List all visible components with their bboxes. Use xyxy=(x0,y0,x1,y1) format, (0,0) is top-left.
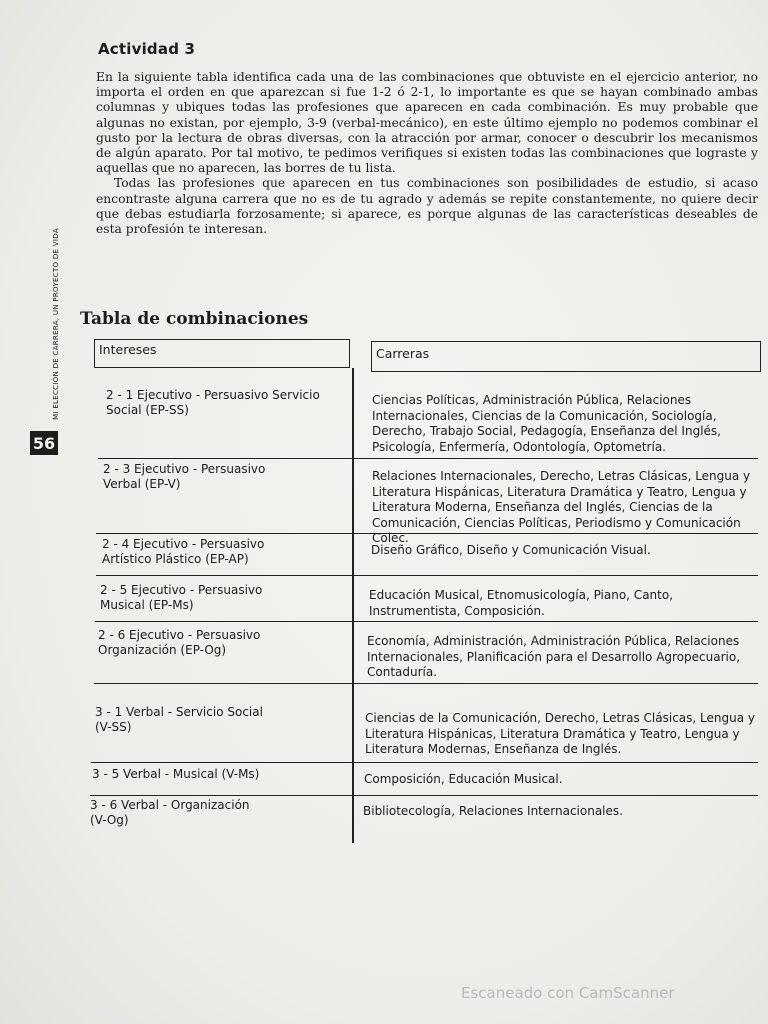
row-interest: 2 - 1 Ejecutivo - Persuasivo Servicio Social (EP-SS) xyxy=(106,388,320,417)
page-number: 56 xyxy=(30,431,58,455)
row-careers: Composición, Educación Musical. xyxy=(364,772,563,786)
side-running-title: MI ELECCIÓN DE CARRERA, UN PROYECTO DE VIDA xyxy=(52,228,60,420)
row-interest: 2 - 4 Ejecutivo - Persuasivo Artístico Plástico (EP-AP) xyxy=(102,537,265,566)
header-interests xyxy=(94,339,350,368)
camscanner-watermark: Escaneado con CamScanner xyxy=(461,984,675,1002)
row-interest: 3 - 5 Verbal - Musical (V-Ms) xyxy=(92,767,260,781)
header-interests-label: Intereses xyxy=(99,342,157,357)
row-careers: Ciencias Políticas, Administración Pública, Relaciones Internacionales, Ciencias de la Comunicación, Sociología, Derecho, Trabajo Social, Pedagogía, Enseñanza del Inglés, Psicología, Enfermería, Odontología, Optometría. xyxy=(372,393,721,454)
row-divider xyxy=(95,621,758,622)
activity-title: Actividad 3 xyxy=(98,40,196,58)
row-interest: 2 - 5 Ejecutivo - Persuasivo Musical (EP-Ms) xyxy=(100,583,263,612)
header-careers-label: Carreras xyxy=(376,346,430,361)
intro-paragraph-2: Todas las profesiones que aparecen en tus combinaciones son posibilidades de estudio, si acaso encontraste alguna carrera que no es de tu agrado y además se repite constantemente, no quiere decir que debas estudiarla forzosamente; si aparece, es porque algunas de las características deseables de esta profesión te interesan. xyxy=(96,176,758,237)
row-divider xyxy=(98,458,758,459)
row-interest: 2 - 6 Ejecutivo - Persuasivo Organización (EP-Og) xyxy=(98,628,261,657)
row-careers: Economía, Administración, Administración Pública, Relaciones Internacionales, Planificación para el Desarrollo Agropecuario, Contaduría. xyxy=(367,634,741,679)
column-divider xyxy=(352,368,354,843)
row-careers: Ciencias de la Comunicación, Derecho, Letras Clásicas, Lengua y Literatura Hispánicas, Literatura Dramática y Teatro, Lengua y Literatura Modernas, Enseñanza de Inglés. xyxy=(365,711,755,756)
row-divider xyxy=(96,575,758,576)
row-interest: 3 - 6 Verbal - Organización (V-Og) xyxy=(90,798,250,827)
intro-text xyxy=(96,70,758,237)
row-careers: Educación Musical, Etnomusicología, Piano, Canto, Instrumentista, Composición. xyxy=(369,588,674,618)
row-careers: Bibliotecología, Relaciones Internacionales. xyxy=(363,804,623,818)
row-divider xyxy=(94,683,758,684)
row-careers: Diseño Gráfico, Diseño y Comunicación Visual. xyxy=(371,543,651,557)
row-interest: 3 - 1 Verbal - Servicio Social (V-SS) xyxy=(95,705,263,734)
header-careers xyxy=(371,341,761,372)
row-interest: 2 - 3 Ejecutivo - Persuasivo Verbal (EP-V) xyxy=(103,462,266,491)
row-careers: Relaciones Internacionales, Derecho, Letras Clásicas, Lengua y Literatura Hispánicas, Literatura Dramática y Teatro, Lengua y Literatura Moderna, Enseñanza del Inglés, Ciencias de la Comunicación, Ciencias Políticas, Periodismo y Comunicación Colec. xyxy=(372,469,751,545)
intro-paragraph-1: En la siguiente tabla identifica cada una de las combinaciones que obtuviste en el ejercicio anterior, no importa el orden en que aparezcan si fue 1-2 ó 2-1, lo importante es que se hayan combinado ambas columnas y ubiques todas las profesiones que aparecen en cada combinación. Es muy probable que algunas no existan, por ejemplo, 3-9 (verbal-mecánico), en este último ejemplo no podemos combinar el gusto por la lectura de obras diversas, con la atracción por armar, conocer o descubrir los mecanismos de algún aparato. Por tal motivo, te pedimos verifiques si existen todas las combinaciones que lograste y aquellas que no aparecen, las borres de tu lista. xyxy=(96,70,758,176)
table-title: Tabla de combinaciones xyxy=(80,309,309,329)
row-divider xyxy=(91,762,758,763)
row-divider xyxy=(90,795,758,796)
